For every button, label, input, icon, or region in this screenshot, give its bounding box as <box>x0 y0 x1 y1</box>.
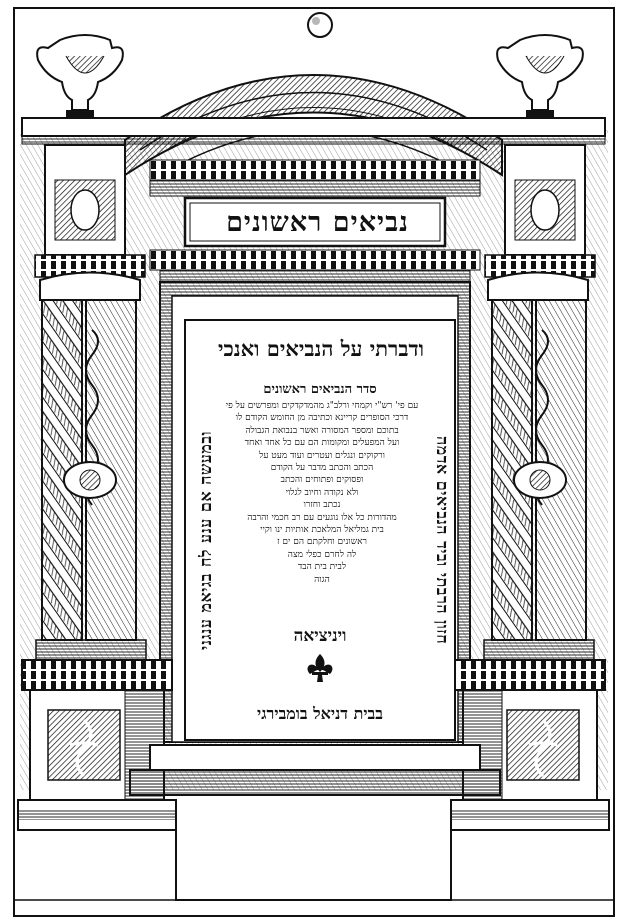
body-line: ולא נקודה וחיוב לגלוי <box>285 487 359 498</box>
left-columns <box>36 273 146 661</box>
body-line: בית גמליאל המלאכת אותיות ינו וקיי <box>260 525 384 536</box>
title-headline: ודברתי על הנביאים ואנכי <box>218 336 424 361</box>
printer-imprint: בבית דניאל בומבירגי <box>257 704 383 723</box>
side-text-left: ובמעשה אם ענע לח בגיאמ ענגני <box>196 430 215 650</box>
body-line: ופסוקים ופתוחים והכתב <box>280 475 364 486</box>
banner-title: נביאים ראשונים <box>226 207 409 238</box>
body-line: בתוכם ומספר המסורה ואשר בנבואת הגבולה <box>245 425 399 436</box>
body-line: מהדורות כל אלו נוגעים עם רב חכמי והרבה <box>247 512 397 523</box>
body-line: ראשונים וחלקתם הם ים ז <box>277 537 367 548</box>
title-body <box>222 400 422 586</box>
body-line: הגוה <box>314 574 330 585</box>
body-line: ורקוקים ונגלים ועטרים ועוד מעט על <box>259 450 385 461</box>
body-line: דרכי הסופרים קריינא וכתיבה מן החומש הקודם לו <box>235 413 409 424</box>
body-line: הכתב והכתב מדבר על הקודם <box>270 463 374 474</box>
body-line: עם פי' רש"י וקמחי ורלב"ג מהמדקדקים ומפרשים על פי <box>225 401 419 411</box>
title-subtitle: סדר הנביאים ראשונים <box>263 382 377 397</box>
body-line: נכתב וחזרו <box>303 500 341 511</box>
body-line: ועל המפעלים ומקומות הם עם כל אחד ואחד <box>244 438 400 449</box>
side-text-right: חזון הרבתי וביד הנביאים אדמה <box>433 435 452 645</box>
body-line: לבית בית הבד <box>297 562 347 573</box>
body-line: לה לחרם כפלי מצה <box>287 549 357 560</box>
place-of-printing: ויניציאה <box>293 626 347 646</box>
right-columns <box>484 273 594 661</box>
